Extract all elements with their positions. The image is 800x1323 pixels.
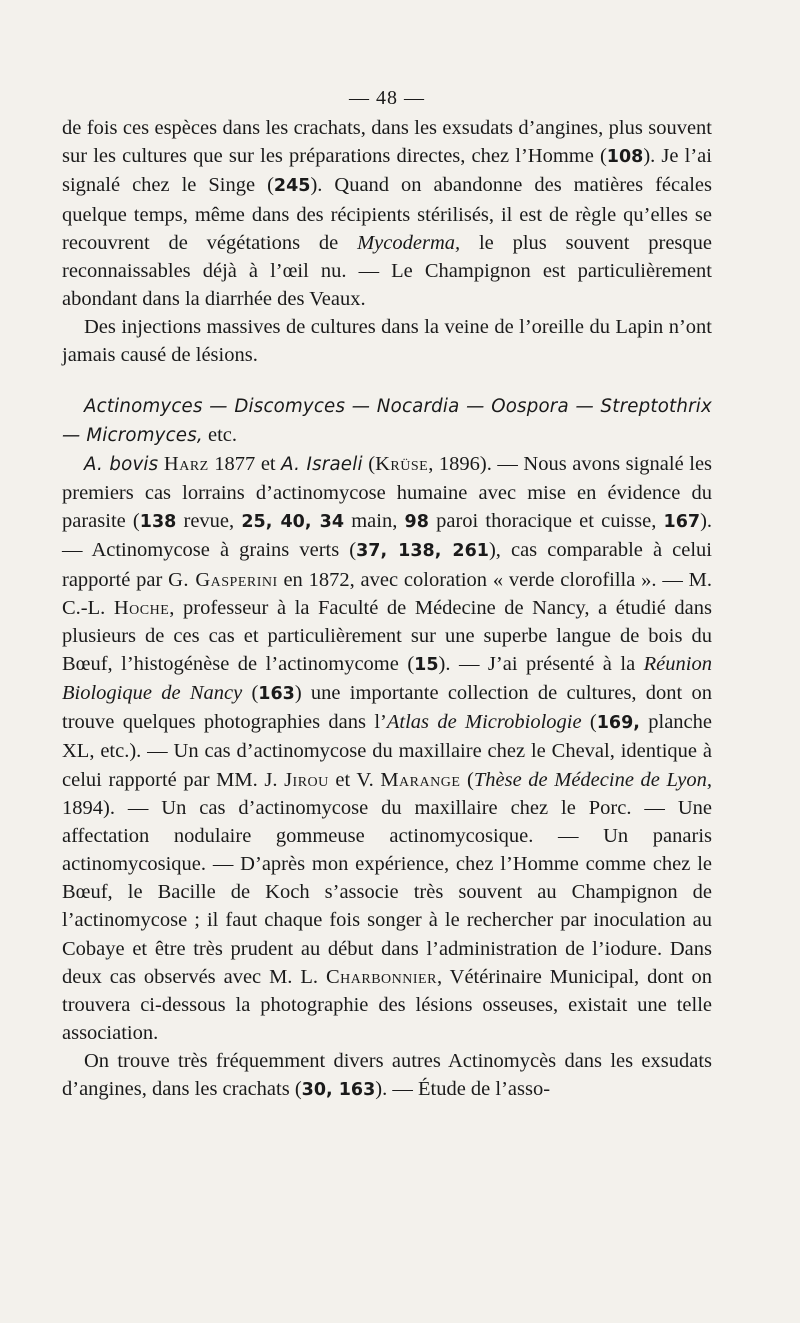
text: le plus souvent presque reconnaissables déjà à l’œil nu. — Le Champignon est particulièrement abondant dans la diarrhée des Veaux.	[62, 231, 712, 311]
text: ) une importante collection de cultures, dont on trouve quelques photographies dans l’	[62, 682, 713, 734]
genus-list: Actinomyces — Discomyces — Nocardia — Oospora — Streptothrix — Micromyces,	[62, 395, 712, 446]
reference: 30, 163	[301, 1080, 376, 1101]
paragraph-3	[62, 450, 712, 1047]
text: ). — Étude de l’asso-	[375, 1078, 551, 1101]
text: ). Quand on abandonne des matières fécales quelque temps, même dans des récipients stérilisés, il est de règle qu’elles se recouvrent de végétations de	[62, 174, 712, 254]
text: , Vétérinaire Municipal, dont on trouvera ci-dessous la photographie des lésions osseuses, existait une telle association.	[62, 965, 712, 1044]
author-name: Jirou	[284, 768, 329, 791]
reference: 15	[414, 654, 439, 675]
author-name: Hoche	[113, 596, 170, 619]
genus-name: Mycoderma,	[357, 231, 461, 254]
text: ). Je l’ai signalé chez le Singe (	[62, 145, 712, 197]
author-name: Marange	[380, 768, 461, 791]
author-name: Krüse	[375, 452, 429, 475]
publication-title: Atlas de Microbiologie	[386, 711, 582, 734]
text: , 1896). — Nous avons signalé les premiers cas lorrains d’actinomycose humaine avec mise en évidence du parasite (	[62, 452, 713, 533]
text: planche XL, etc.). — Un cas d’actinomycose du maxillaire chez le Cheval, identique à celui rapporté par MM. J.	[62, 711, 713, 791]
species-name: A. bovis	[84, 453, 159, 475]
paragraph-1	[62, 114, 712, 313]
text: (	[581, 711, 597, 734]
reference: 138	[139, 512, 177, 533]
reference: 163	[258, 684, 295, 705]
reference: 167	[663, 512, 701, 533]
text: (	[362, 452, 376, 475]
reference: 245	[273, 176, 311, 197]
text: (	[460, 768, 474, 791]
text: 1877 et	[208, 452, 282, 475]
page-body	[62, 84, 712, 1104]
text: ). — Actinomycose à grains verts (	[62, 510, 713, 562]
reference: 37, 138, 261	[356, 541, 489, 562]
section-heading	[62, 392, 712, 450]
text: revue,	[176, 510, 242, 533]
paragraph-4	[62, 1047, 712, 1104]
author-name: Harz	[163, 452, 209, 475]
text: paroi thoracique et cuisse,	[428, 510, 664, 533]
publication-title: Thèse de Médecine de Lyon,	[473, 768, 713, 791]
text: et V.	[328, 768, 381, 791]
text: de fois ces espèces dans les crachats, dans les exsudats d’angines, plus souvent sur les cultures que sur les préparations directes, chez l’Homme (	[62, 117, 712, 168]
text: main,	[344, 510, 405, 533]
text: , professeur à la Faculté de Médecine de Nancy, a étudié dans plusieurs de ces cas et particulièrement sur une superbe langue de bois du Bœuf, l’histogénèse de l’actinomycome (	[62, 596, 712, 675]
author-name: G. Gasperini	[168, 568, 278, 591]
text: ), cas comparable à celui rapporté par	[62, 539, 712, 591]
text: 1894). — Un cas d’actinomycose du maxillaire chez le Porc. — Une affectation nodulaire gommeuse actinomycosique. — Un panaris actinomycosique. — D’après mon expérience, chez l’Homme comme chez le Bœuf, le Bacille de Koch s’associe très souvent au Champignon de l’actinomycose ; il faut chaque fois songer à le rechercher par inoculation au Cobaye et être très prudent au début dans l’administration de l’iodure. Dans deux cas observés avec M. L.	[62, 796, 712, 988]
text: On trouve très fréquemment divers autres Actinomycès dans les exsudats d’angines, dans les crachats (	[62, 1050, 712, 1101]
text: ). — J’ai présenté à la	[438, 652, 644, 675]
paragraph-2: Des injections massives de cultures dans la veine de l’oreille du Lapin n’ont jamais causé de lésions.	[62, 316, 712, 367]
author-name: Charbonnier	[325, 965, 437, 988]
text: etc.	[202, 423, 238, 446]
reference: 169,	[596, 713, 640, 734]
page-number: — 48 —	[349, 87, 425, 109]
text: (	[242, 682, 259, 705]
reference: 25, 40, 34	[241, 512, 345, 533]
publication-title: Réunion Biologique de Nancy	[62, 652, 712, 705]
text: en 1872, avec coloration « verde clorofilla ». — M. C.-L.	[62, 568, 712, 619]
reference: 98	[404, 512, 429, 533]
species-name: A. Israeli	[281, 453, 363, 475]
reference: 108	[606, 147, 644, 168]
